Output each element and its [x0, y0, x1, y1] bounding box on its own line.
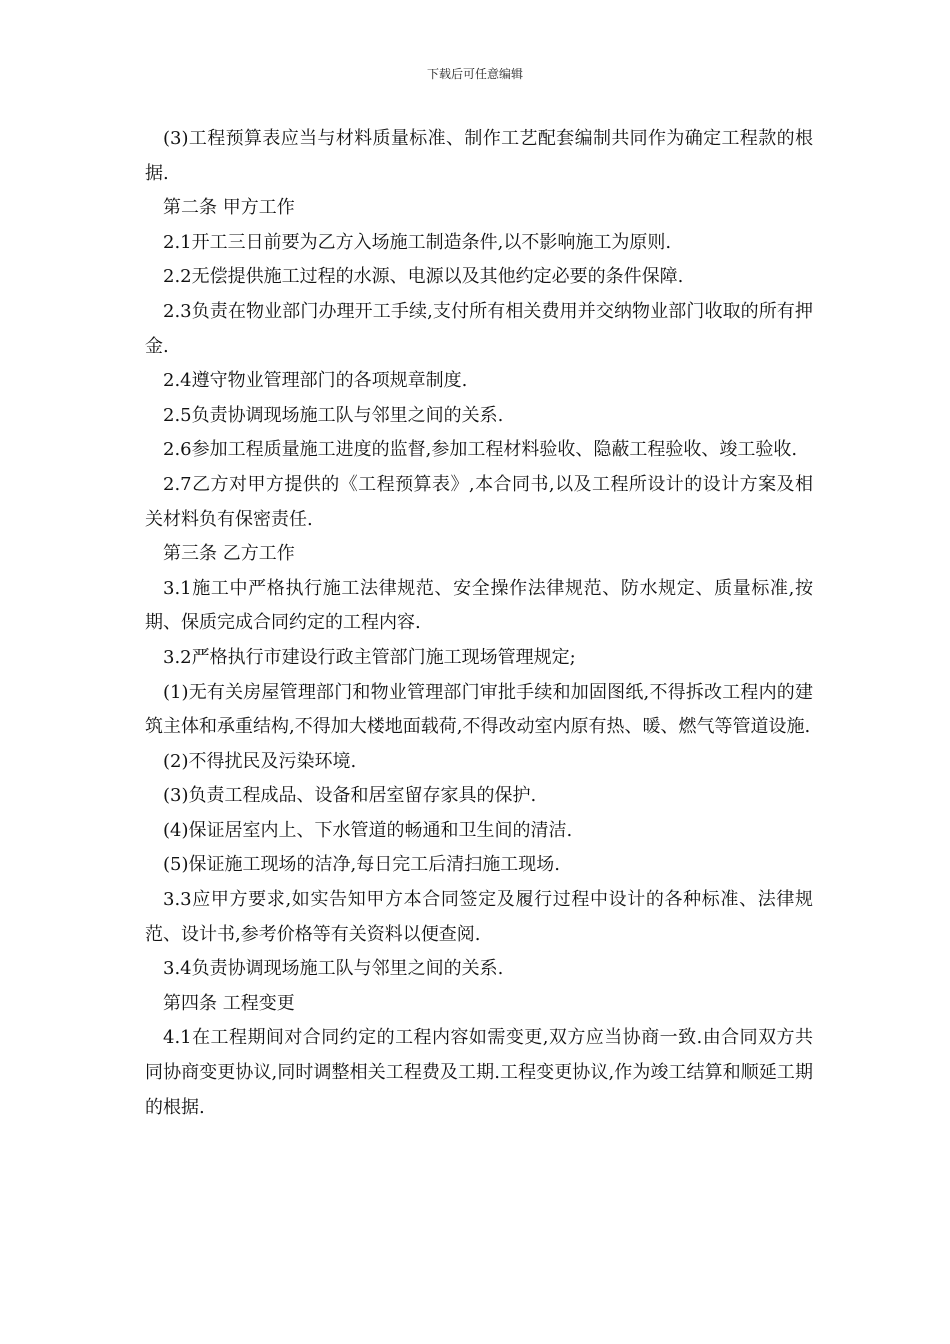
clause-3-2-item-2: (2)不得扰民及污染环境. [163, 750, 357, 772]
clause-3-1: 3.1施工中严格执行施工法律规范、安全操作法律规范、防水规定、质量标准,按期、保质完成合同约定的工程内容. [145, 577, 813, 634]
clause-2-7: 2.7乙方对甲方提供的《工程预算表》,本合同书,以及工程所设计的设计方案及相关材料负有保密责任. [145, 473, 813, 530]
paragraph-estimate-basis: (3)工程预算表应当与材料质量标准、制作工艺配套编制共同作为确定工程款的根据. [145, 128, 813, 184]
clause-3-2-item-4: (4)保证居室内上、下水管道的畅通和卫生间的清洁. [163, 819, 573, 841]
article-4-heading: 第四条 工程变更 [163, 992, 295, 1014]
header-note: 下载后可任意编辑 [426, 67, 523, 81]
clause-3-2: 3.2严格执行市建设行政主管部门施工现场管理规定; [163, 646, 576, 668]
clause-3-3: 3.3应甲方要求,如实告知甲方本合同签定及履行过程中设计的各种标准、法律规范、设计书,参考价格等有关资料以便查阅. [145, 889, 813, 945]
article-3-heading: 第三条 乙方工作 [163, 543, 295, 565]
clause-2-2: 2.2无偿提供施工过程的水源、电源以及其他约定必要的条件保障. [163, 266, 684, 288]
clause-3-2-item-5: (5)保证施工现场的洁净,每日完工后清扫施工现场. [163, 854, 560, 876]
body-text [145, 122, 813, 1125]
clause-3-4: 3.4负责协调现场施工队与邻里之间的关系. [163, 958, 504, 980]
clause-2-3: 2.3负责在物业部门办理开工手续,支付所有相关费用并交纳物业部门收取的所有押金. [145, 300, 813, 357]
clause-4-1: 4.1在工程期间对合同约定的工程内容如需变更,双方应当协商一致.由合同双方共同协商变更协议,同时调整相关工程费及工期.工程变更协议,作为竣工结算和顺延工期的根据. [145, 1027, 813, 1118]
clause-2-6: 2.6参加工程质量施工进度的监督,参加工程材料验收、隐蔽工程验收、竣工验收. [163, 439, 798, 461]
clause-3-2-item-3: (3)负责工程成品、设备和居室留存家具的保护. [163, 785, 537, 807]
clause-2-4: 2.4遵守物业管理部门的各项规章制度. [163, 370, 468, 392]
article-2-heading: 第二条 甲方工作 [163, 197, 295, 219]
clause-2-5: 2.5负责协调现场施工队与邻里之间的关系. [163, 404, 504, 426]
clause-2-1: 2.1开工三日前要为乙方入场施工制造条件,以不影响施工为原则. [163, 231, 672, 253]
clause-3-2-item-1: (1)无有关房屋管理部门和物业管理部门审批手续和加固图纸,不得拆改工程内的建筑主体和承重结构,不得加大楼地面载荷,不得改动室内原有热、暖、燃气等管道设施. [145, 681, 813, 738]
